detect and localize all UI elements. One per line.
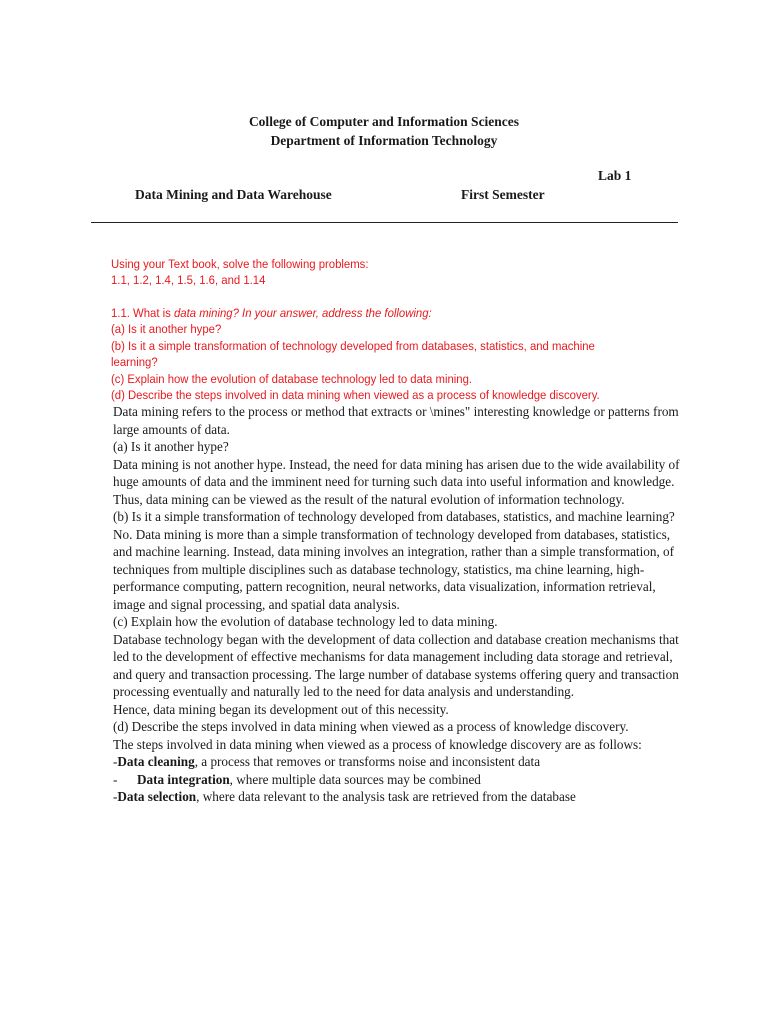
question-part-b-line-2: learning? bbox=[111, 355, 158, 369]
department-heading: Department of Information Technology bbox=[270, 133, 498, 148]
question-italic: data mining? In your answer, address the following: bbox=[173, 306, 432, 320]
instructions-line-1: Using your Text book, solve the following problems: bbox=[111, 257, 369, 271]
step-item: -Data selection, where data relevant to the analysis task are retrieved from the database bbox=[113, 789, 576, 804]
answer-question-d: (d) Describe the steps involved in data mining when viewed as a process of knowledge discovery. bbox=[113, 719, 629, 734]
question-part-a: (a) Is it another hype? bbox=[111, 322, 222, 336]
header-divider bbox=[91, 222, 678, 223]
answer-question-a: (a) Is it another hype? bbox=[113, 439, 229, 454]
semester-label: First Semester bbox=[461, 187, 545, 202]
answer-a: Data mining is not another hype. Instead, the need for data mining has arisen due to the wide availability of huge amounts of data and the imminent need for turning such data into useful information and knowledge. Thus, data mining can be viewed as the result of the natural evolution of information technology. bbox=[113, 456, 680, 507]
college-heading: College of Computer and Information Sciences bbox=[248, 114, 520, 129]
answer-d-intro: The steps involved in data mining when viewed as a process of knowledge discovery are as follows: bbox=[113, 736, 642, 752]
answer-b: No. Data mining is more than a simple transformation of technology developed from databases, statistics, and machine learning. Instead, data mining involves an integration, rather than a simple transformation, of techniques from multiple disciplines such as database technology, statistics, ma chine learning, high-performance computing, pattern recognition, neural networks, data visualization, information retrieval, image and signal processing, and spatial data analysis. bbox=[113, 526, 675, 612]
instructions-line-2: 1.1, 1.2, 1.4, 1.5, 1.6, and 1.14 bbox=[111, 273, 266, 287]
answer-intro: Data mining refers to the process or method that extracts or \mines" interesting knowledge or patterns from large amounts of data. bbox=[113, 404, 679, 437]
step-item: - Data integration, where multiple data sources may be combined bbox=[113, 771, 481, 787]
question-part-b-line-1: (b) Is it a simple transformation of technology developed from databases, statistics, and machine bbox=[111, 339, 595, 353]
question-part-c: (c) Explain how the evolution of database technology led to data mining. bbox=[111, 372, 473, 386]
answer-c-conclusion: Hence, data mining began its development out of this necessity. bbox=[113, 701, 449, 717]
answer-question-b: (b) Is it a simple transformation of technology developed from databases, statistics, and machine learning? bbox=[113, 509, 675, 524]
answer-question-c: (c) Explain how the evolution of database technology led to data mining. bbox=[113, 614, 498, 629]
step-term: Data selection bbox=[117, 789, 197, 804]
answer-c: Database technology began with the development of data collection and database creation mechanisms that led to the development of effective mechanisms for data management including data storage and retrieval, and query and transaction processing. The large number of database systems offering query and transaction processing eventually and naturally led to the need for data analysis and understanding. bbox=[113, 631, 679, 699]
question-part-d: (d) Describe the steps involved in data mining when viewed as a process of knowledge discovery. bbox=[111, 388, 600, 402]
step-item: -Data cleaning, a process that removes or transforms noise and inconsistent data bbox=[113, 754, 541, 769]
answer-body bbox=[113, 403, 683, 806]
lab-number: Lab 1 bbox=[598, 168, 632, 183]
question-title bbox=[111, 305, 641, 321]
step-term: Data integration bbox=[137, 771, 230, 787]
question-prefix: 1.1. What is bbox=[111, 306, 174, 320]
course-title: Data Mining and Data Warehouse bbox=[135, 187, 332, 202]
step-term: Data cleaning bbox=[117, 754, 195, 769]
